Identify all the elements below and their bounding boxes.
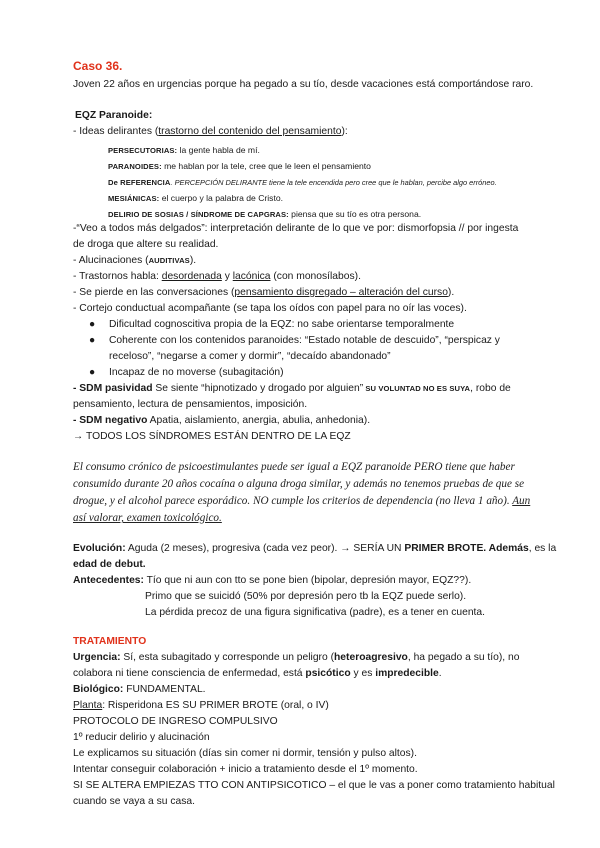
sub-label: PARANOIDES: [108,162,162,171]
antecedentes-text: Tío que ni aun con tto se pone bien (bipolar, depresión mayor, EQZ??). [143,575,472,586]
italic-note-3-text: drogue, y el alcohol parece esporádico. NO cumple los criterios de dependencia (no lleva 1 año). [73,495,513,507]
antecedentes-line-2: Primo que se suicidó (50% por depresión pero tb la EQZ puede serlo). [145,591,467,602]
habla-prefix: - Trastornos habla: [73,271,162,282]
pierde-suffix: ). [447,287,455,298]
todos-sindromes-line: → TODOS LOS SÍNDROMES ESTÁN DENTRO DE LA EQZ [73,431,351,442]
sub-text: piensa que su tío es otra persona. [288,209,422,219]
sub-text: . PERCEPCIÓN DELIRANTE tiene la tele encendida pero cree que le hablan, percibe algo erróneo. [170,178,497,187]
habla-mid: y [221,271,233,282]
planta-line [73,699,329,713]
bullet-item-2-continued: receloso”, “negarse a comer y dormir”, “decaído abandonado” [109,351,391,362]
bullet-item-1: Dificultad cognoscitiva propia de la EQZ: no sabe orientarse temporalmente [109,319,455,330]
sdm-pasividad-text: Se siente “hipnotizado y drogado por alguien” [152,383,364,394]
urgencia-end: , ha pegado a su tío), no [407,652,520,663]
urgencia-bold: heteroagresivo [334,652,408,663]
ideas-delirantes-line [73,125,348,139]
urgencia-2a: colabora ni tiene consciencia de enfermedad, está [73,668,306,679]
habla-suffix: (con monosílabos). [270,271,361,282]
sub-item-paranoides [108,159,371,174]
urgencia-line-2 [73,667,442,681]
sdm-pasividad-line-2: pensamiento, lectura de pensamientos, imposición. [73,399,308,410]
urgencia-psicotico: psicótico [305,668,351,679]
evolucion-bold: PRIMER BROTE. Además [404,543,529,554]
evolucion-label: Evolución: [73,543,126,554]
aluc-type: AUDITIVAS [148,256,190,265]
cortejo-line: - Cortejo conductual acompañante (se tapa los oídos con papel para no oír las voces). [73,303,467,314]
urgencia-impredecible: impredecible [375,668,439,679]
habla-desordenada: desordenada [161,271,222,282]
section-eqz-heading: EQZ Paranoide: [75,110,153,121]
italic-note-2: consumido durante 20 años cocaína o alguna droga similar, y además no tenemos pruebas de que se [73,478,525,490]
veo-line-1: -“Veo a todos más delgados”: interpretación delirante de lo que ve por: dismorfopsia // por ingesta [73,223,519,234]
veo-line-2: de droga que altere su realidad. [73,239,219,250]
sub-label: De REFERENCIA [108,178,171,187]
habla-laconica: lacónica [232,271,271,282]
urgencia-label: Urgencia: [73,652,121,663]
sdm-pasividad-label: - SDM pasividad [73,383,153,394]
ideas-underlined: trastorno del contenido del pensamiento [158,126,342,137]
case-title: Caso 36. [73,59,123,73]
pierde-prefix: - Se pierde en las conversaciones ( [73,287,235,298]
tratamiento-heading: TRATAMIENTO [73,636,147,647]
antecedentes-label: Antecedentes: [73,575,144,586]
sub-label: PERSECUTORIAS: [108,146,178,155]
evolucion-end: , es la [528,543,557,554]
sub-text: la gente habla de mí. [177,145,260,155]
trastornos-habla-line [73,270,361,284]
sdm-negativo-line [73,414,370,428]
aluc-prefix: - Alucinaciones ( [73,255,149,266]
sdm-pasividad-caps: SU VOLUNTAD NO ES SUYA [363,384,471,393]
bullet-item-3: Incapaz de no moverse (subagitación) [109,367,284,378]
bullet-dot: ● [89,319,96,330]
bullet-dot: ● [89,335,96,346]
urgencia-2e: . [438,668,442,679]
bullet-item-2: Coherente con los contenidos paranoides: “Estado notable de descuido”, “perspicaz y [109,335,500,346]
italic-note-4: así valorar, examen toxicológico. [73,512,222,524]
italic-note-3 [73,494,530,508]
se-pierde-line [73,286,454,300]
explicamos-line: Le explicamos su situación (días sin comer ni dormir, tensión y pulso altos). [73,748,417,759]
sub-text: el cuerpo y la palabra de Cristo. [159,193,284,203]
antecedentes-line-3: La pérdida precoz de una figura significativa (padre), es a tener en cuenta. [145,607,486,618]
evolucion-line-2: edad de debut. [73,559,146,570]
sub-label: MESIÁNICAS: [108,194,160,203]
reducir-line: 1º reducir delirio y alucinación [73,732,210,743]
protocolo-line: PROTOCOLO DE INGRESO COMPULSIVO [73,716,278,727]
si-se-altera-line-2: cuando se vaya a su casa. [73,796,195,807]
evolucion-line [73,542,556,556]
sdm-negativo-label: - SDM negativo [73,415,148,426]
planta-label: Planta [73,700,103,711]
sub-item-sosias [108,207,421,222]
sub-item-referencia [108,175,497,190]
ideas-suffix: ): [341,126,348,137]
intro-text: Joven 22 años en urgencias porque ha pegado a su tío, desde vacaciones está comportándose raro. [73,79,534,90]
planta-text: : Risperidona ES SU PRIMER BROTE (oral, o IV) [102,700,329,711]
urgencia-line [73,651,519,665]
ideas-prefix: - Ideas delirantes ( [73,126,159,137]
aluc-suffix: ). [189,255,197,266]
biologico-label: Biológico: [73,684,124,695]
sub-label: DELIRIO DE SOSIAS / SÍNDROME DE CAPGRAS: [108,210,289,219]
evolucion-text: Aguda (2 meses), progresiva (cada vez peor). → SERÍA UN [125,543,405,554]
alucinaciones-line [73,254,196,268]
sub-item-persecutorias [108,143,260,158]
sub-item-mesianicas [108,191,283,206]
biologico-text: FUNDAMENTAL. [123,684,206,695]
intentar-line: Intentar conseguir colaboración + inicio a tratamiento desde el 1º momento. [73,764,418,775]
urgencia-text: Sí, esta subagitado y corresponde un peligro ( [120,652,335,663]
sub-text: me hablan por la tele, cree que le leen el pensamiento [161,161,371,171]
sdm-pasividad-line [73,382,511,396]
urgencia-2c: y es [350,668,376,679]
italic-note-3-underlined: Aun [512,495,531,507]
pierde-underlined: pensamiento disgregado – alteración del curso [234,287,448,298]
sdm-pasividad-end: , robo de [470,383,511,394]
antecedentes-line [73,574,471,588]
si-se-altera-line: SI SE ALTERA EMPIEZAS TTO CON ANTIPSICOTICO – el que le vas a poner como tratamiento habitual [73,780,555,791]
bullet-dot: ● [89,367,96,378]
biologico-line [73,683,206,697]
sdm-negativo-text: Apatia, aislamiento, anergia, abulia, anhedonia). [147,415,371,426]
italic-note-1: El consumo crónico de psicoestimulantes puede ser igual a EQZ paranoide PERO tiene que haber [73,461,515,473]
